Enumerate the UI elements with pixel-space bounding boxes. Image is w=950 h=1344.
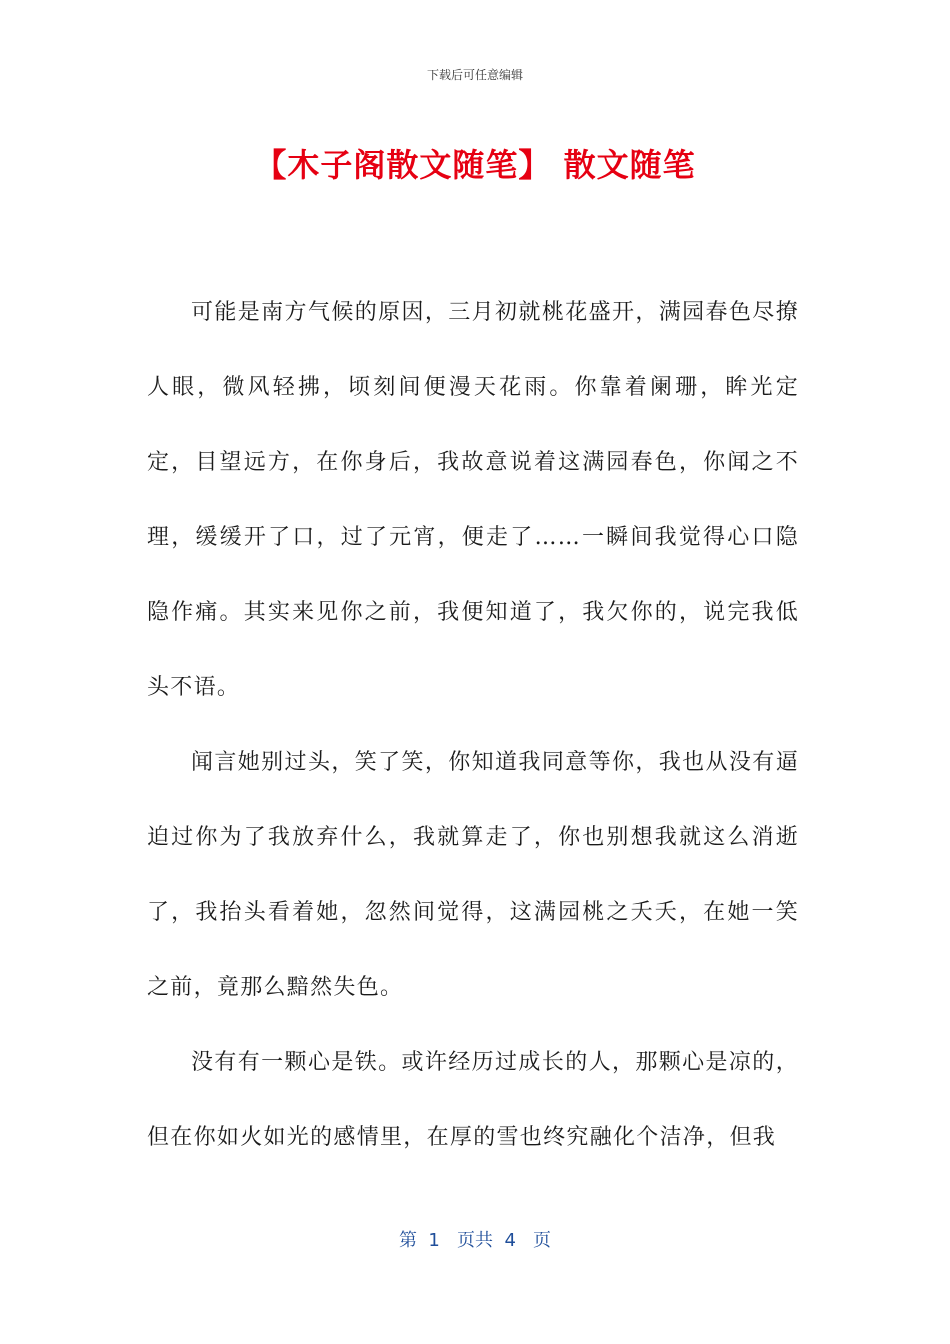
- paragraph: 可能是南方气候的原因，三月初就桃花盛开，满园春色尽撩人眼，微风轻拂，顷刻间便漫天花雨。你靠着阑珊，眸光定定，目望远方，在你身后，我故意说着这满园春色，你闻之不理，缓缓开了口，过了元宵，便走了……一瞬间我觉得心口隐隐作痛。其实来见你之前，我便知道了，我欠你的，说完我低头不语。: [147, 300, 799, 700]
- page-number-footer: 第 1 页共 4 页: [398, 1230, 552, 1251]
- document-body: [147, 275, 799, 1175]
- document-title: 【木子阁散文随笔】 散文随笔: [254, 146, 696, 184]
- paragraph: 闻言她别过头，笑了笑，你知道我同意等你，我也从没有逼迫过你为了我放弃什么，我就算走了，你也别想我就这么消逝了，我抬头看着她，忽然间觉得，这满园桃之夭夭，在她一笑之前，竟那么黯然失色。: [147, 750, 799, 1000]
- header-note: 下载后可任意编辑: [426, 68, 523, 82]
- paragraph: 没有有一颗心是铁。或许经历过成长的人，那颗心是凉的，但在你如火如光的感情里，在厚的雪也终究融化个洁净，但我: [147, 1050, 799, 1150]
